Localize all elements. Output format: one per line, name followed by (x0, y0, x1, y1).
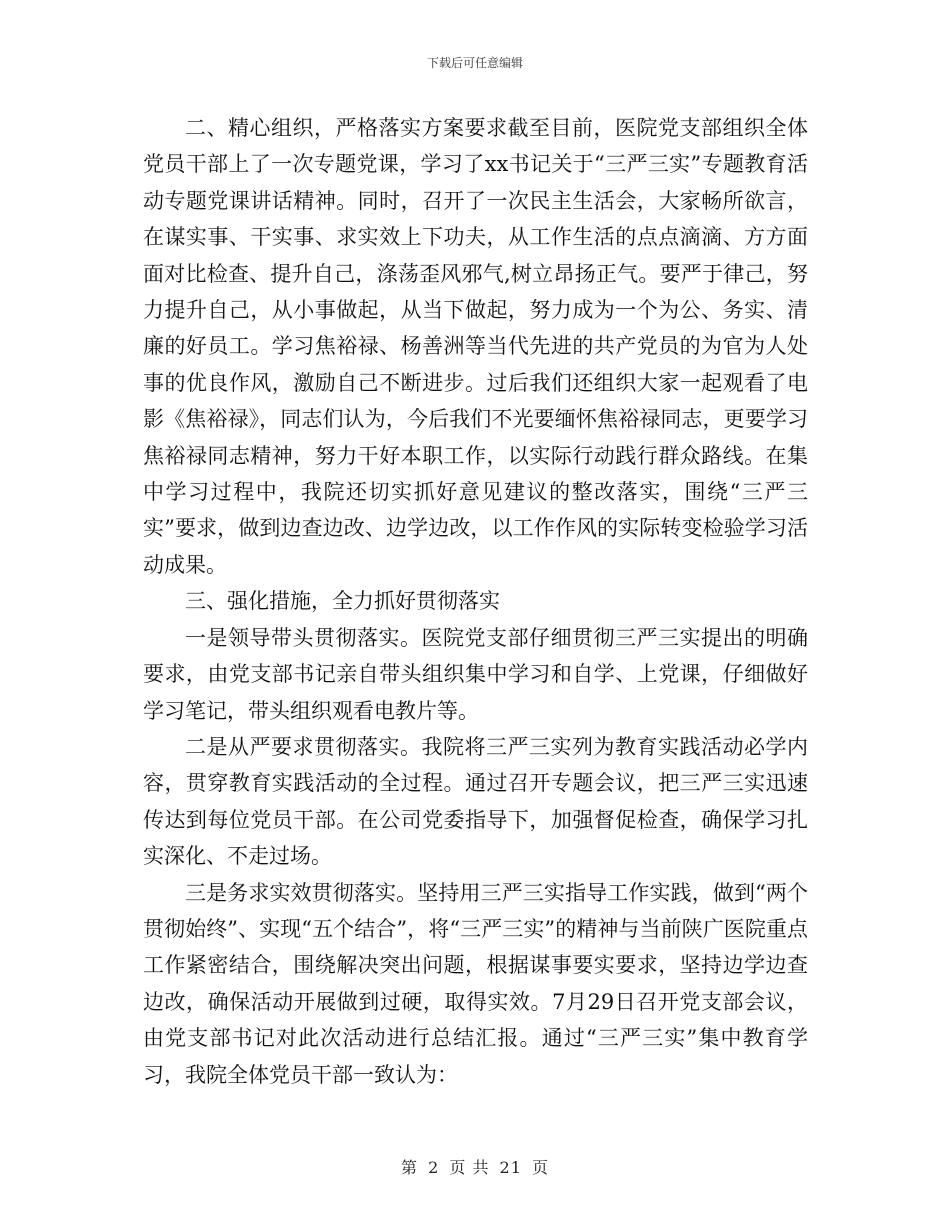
section-heading-measures: 三、强化措施，全力抓好贯彻落实 (185, 589, 500, 614)
footer-middle: 页 共 (449, 1158, 490, 1177)
paragraph-leadership: 一是领导带头贯彻落实。医院党支部仔细贯彻三严三实提出的明确要求，由党支部书记亲自带头组织集中学习和自学、上党课，仔细做好学习笔记，带头组织观看电教片等。 (143, 625, 808, 723)
footer-prefix: 第 (400, 1158, 418, 1177)
page-footer (0, 1155, 950, 1178)
footer-suffix: 页 (532, 1158, 550, 1177)
footer-total-pages: 21 (499, 1158, 522, 1177)
page-header-note: 下载后可任意编辑 (426, 56, 523, 70)
paragraph-organization: 二、精心组织，严格落实方案要求截至目前，医院党支部组织全体党员干部上了一次专题党课，学习了xx书记关于“三严三实”专题教育活动专题党课讲话精神。同时，召开了一次民主生活会，大家畅所欲言，在谋实事、干实事、求实效上下功夫，从工作生活的点点滴滴、方方面面对比检查、提升自己，涤荡歪风邪气,树立昂扬正气。要严于律己，努力提升自己，从小事做起，从当下做起，努力成为一个为公、务实、清廉的好员工。学习焦裕禄、杨善洲等当代先进的共产党员的为官为人处事的优良作风，激励自己不断进步。过后我们还组织大家一起观看了电影《焦裕禄》，同志们认为，今后我们不光要缅怀焦裕禄同志，更要学习焦裕禄同志精神，努力干好本职工作，以实际行动践行群众路线。在集中学习过程中，我院还切实抓好意见建议的整改落实，围绕“三严三实”要求，做到边查边改、边学边改，以工作作风的实际转变检验学习活动成果。 (143, 116, 808, 577)
paragraph-practical-results: 三是务求实效贯彻落实。坚持用三严三实指导工作实践，做到“两个贯彻始终”、实现“五个结合”，将“三严三实”的精神与当前陕广医院重点工作紧密结合，围绕解决突出问题，根据谋事要实要求，坚持边学边查边改，确保活动开展做到过硬，取得实效。7月29日召开党支部会议，由党支部书记对此次活动进行总结汇报。通过“三严三实”集中教育学习，我院全体党员干部一致认为： (143, 880, 808, 1087)
paragraph-strict-requirements: 二是从严要求贯彻落实。我院将三严三实列为教育实践活动必学内容，贯穿教育实践活动的全过程。通过召开专题会议，把三严三实迅速传达到每位党员干部。在公司党委指导下，加强督促检查，确保学习扎实深化、不走过场。 (143, 734, 808, 869)
document-body (143, 110, 808, 1093)
footer-page-number: 2 (428, 1158, 440, 1177)
